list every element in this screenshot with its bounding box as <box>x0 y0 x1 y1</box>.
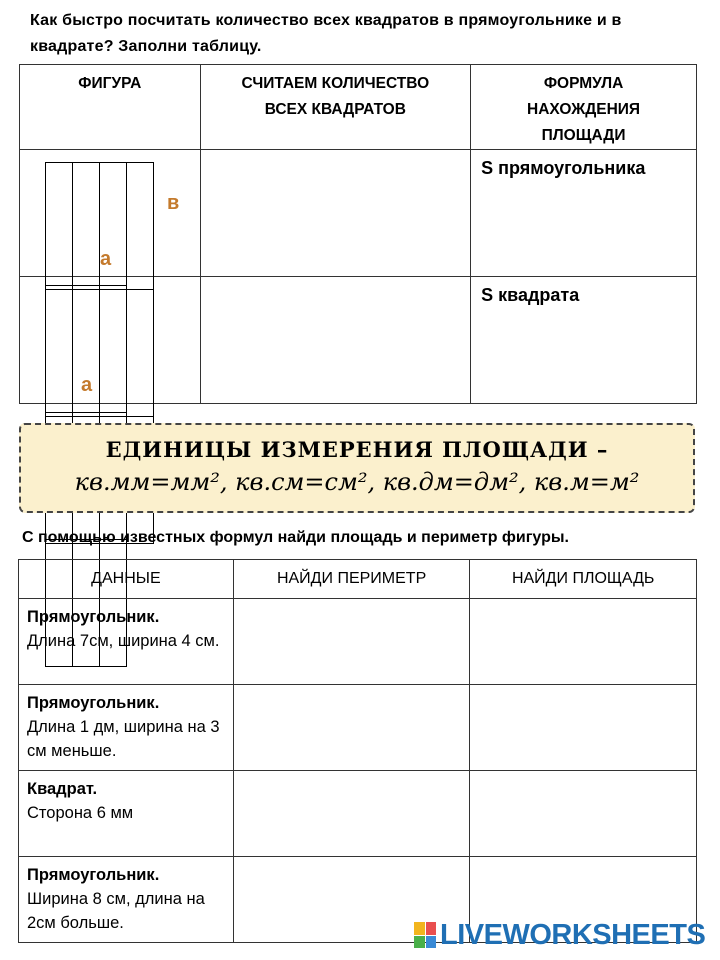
table-header-row <box>20 65 697 150</box>
table-row <box>20 150 697 277</box>
area-units-box <box>19 423 695 513</box>
area-answer-cell[interactable] <box>470 685 697 771</box>
side-a-label: а <box>100 248 112 270</box>
header-count: СЧИТАЕМ КОЛИЧЕСТВО ВСЕХ КВАДРАТОВ <box>200 65 471 150</box>
figure-text: Сторона 6 мм <box>27 804 134 822</box>
table-row <box>20 277 697 404</box>
table-row <box>19 599 697 685</box>
table-row <box>19 685 697 771</box>
data-cell <box>19 599 234 685</box>
data-cell <box>19 685 234 771</box>
square-figure-cell <box>20 277 201 404</box>
brand-name: LIVEWORKSHEETS <box>440 918 706 951</box>
table-row <box>19 771 697 857</box>
figure-title: Квадрат. <box>27 780 98 798</box>
side-a-label: а <box>81 374 93 396</box>
instruction-1: Как быстро посчитать количество всех квадратов в прямоугольнике и в квадрате? Заполни таблицу. <box>30 12 622 55</box>
figure-title: Прямоугольник. <box>27 866 160 884</box>
rectangle-figure-cell <box>20 150 201 277</box>
header-area: НАЙДИ ПЛОЩАДЬ <box>470 560 697 599</box>
squares-table <box>19 64 697 404</box>
area-answer-cell[interactable] <box>470 599 697 685</box>
perimeter-area-table <box>18 559 697 943</box>
side-b-label: в <box>167 192 180 214</box>
figure-text: Длина 7см, ширина 4 см. <box>27 632 220 650</box>
header-perimeter: НАЙДИ ПЕРИМЕТР <box>233 560 470 599</box>
figure-text: Ширина 8 см, длина на 2см больше. <box>27 890 205 932</box>
figure-title: Прямоугольник. <box>27 608 160 626</box>
perimeter-answer-cell[interactable] <box>233 685 470 771</box>
perimeter-answer-cell[interactable] <box>233 771 470 857</box>
instruction-2: С помощью известных формул найди площадь и периметр фигуры. <box>22 529 569 546</box>
area-answer-cell[interactable] <box>470 771 697 857</box>
header-figure: ФИГУРА <box>20 65 201 150</box>
units-heading: ЕДИНИЦЫ ИЗМЕРЕНИЯ ПЛОЩАДИ – <box>105 437 609 462</box>
data-cell <box>19 857 234 943</box>
perimeter-answer-cell[interactable] <box>233 599 470 685</box>
figure-title: Прямоугольник. <box>27 694 160 712</box>
header-formula: ФОРМУЛА НАХОЖДЕНИЯ ПЛОЩАДИ <box>471 65 697 150</box>
liveworksheets-logo-icon <box>414 922 436 948</box>
data-cell <box>19 771 234 857</box>
header-data: ДАННЫЕ <box>19 560 234 599</box>
formula-rectangle: S прямоугольника <box>471 150 697 277</box>
count-answer-cell-2[interactable] <box>200 277 471 404</box>
formula-square: S квадрата <box>471 277 697 404</box>
table-header-row <box>19 560 697 599</box>
count-answer-cell-1[interactable] <box>200 150 471 277</box>
liveworksheets-brand <box>414 917 705 953</box>
units-line: кв.мм=мм², кв.см=см², кв.дм=дм², кв.м=м² <box>74 468 640 496</box>
figure-text: Длина 1 дм, ширина на 3 см меньше. <box>27 718 220 760</box>
